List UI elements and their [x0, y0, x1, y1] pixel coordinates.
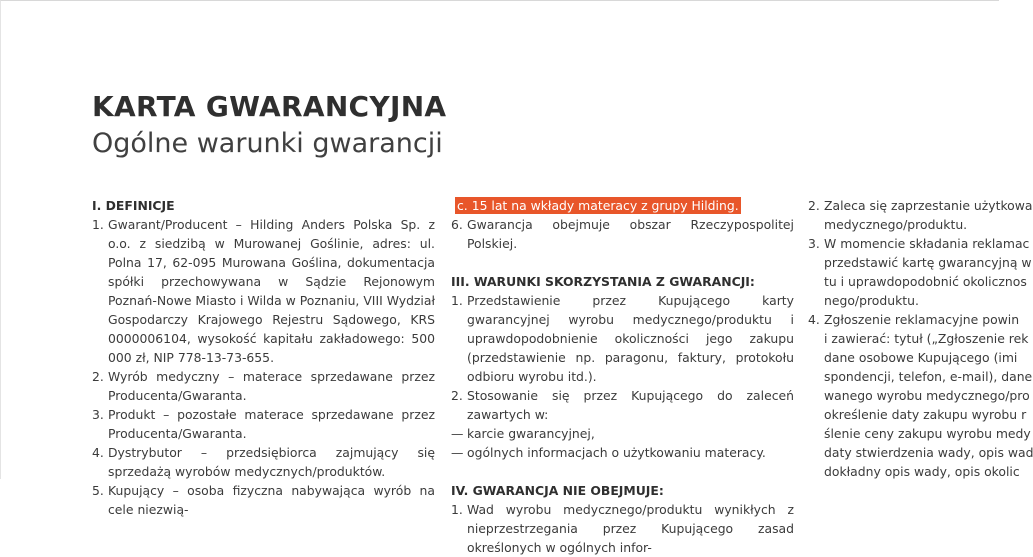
- list-item: [451, 291, 794, 386]
- item-line: daty stwierdzenia wady, opis wad: [824, 445, 1033, 460]
- column-complaints: [808, 196, 1033, 481]
- list-item: [808, 234, 1032, 310]
- item-text: karcie gwarancyjnej,: [467, 426, 595, 441]
- definitions-list: [92, 215, 435, 519]
- item-line: przedstawić kartę gwarancyjną w: [824, 255, 1032, 270]
- dash-bullet: —: [451, 445, 464, 460]
- highlight-text: c. 15 lat na wkłady materacy z grupy Hilding.: [457, 198, 739, 213]
- item-line: dane osobowe Kupującego (imi: [824, 350, 1018, 365]
- list-item: [92, 481, 435, 519]
- item-number: 5.: [92, 483, 104, 498]
- column-conditions: [451, 196, 794, 557]
- section-heading-exclusions: IV. GWARANCJA NIE OBEJMUJE:: [451, 483, 664, 498]
- section-heading-definitions: I. DEFINICJE: [92, 198, 175, 213]
- item-line: i zawierać: tytuł („Zgłoszenie rek: [824, 331, 1029, 346]
- list-item: [451, 215, 794, 253]
- document-title: KARTA GWARANCYJNA: [92, 90, 447, 123]
- list-item: [92, 215, 435, 367]
- item-text: Kupujący – osoba fizyczna nabywająca wyrób na cele niezwią-: [108, 483, 435, 517]
- item-line: nego/produktu.: [824, 293, 919, 308]
- item-line: Zgłoszenie reklamacyjne powin: [824, 312, 1020, 327]
- item-text: Gwarant/Producent – Hilding Anders Polska Sp. z o.o. z siedzibą w Murowanej Goślinie, adres: ul. Polna 17, 62-095 Murowana Goślina, dokumentacja spółki przechowywana w Sądzie Rejonowym Poznań-Nowe Miasto i Wilda w Poznaniu, VIII Wydział Gospodarczy Krajowego Rejestru Sądowego, KRS 0000006104, wysokość kapitału zakładowego: 500 000 zł, NIP 778-13-73-655.: [108, 217, 435, 365]
- exclusions-list: [451, 500, 794, 557]
- item-number: 6.: [451, 217, 463, 232]
- conditions-list: [451, 291, 794, 462]
- item-number: 1.: [451, 293, 463, 308]
- document-subtitle: Ogólne warunki gwarancji: [92, 128, 443, 159]
- scope-list: [451, 215, 794, 253]
- item-text: Dystrybutor – przedsiębiorca zajmujący się sprzedażą wyrobów medycznych/produktów.: [108, 445, 435, 479]
- item-line: medycznego/produktu.: [824, 217, 968, 232]
- item-number: 2.: [92, 369, 104, 384]
- dash-item: [451, 424, 794, 443]
- item-number: 4.: [92, 445, 104, 460]
- item-line: W momencie składania reklamac: [824, 236, 1030, 251]
- item-number: 1.: [451, 502, 463, 517]
- dash-item: [451, 443, 794, 462]
- item-number: 2.: [808, 198, 820, 213]
- item-text: Wad wyrobu medycznego/produktu wynikłych z nieprzestrzegania przez Kupującego zasad określonych w ogólnych infor-: [467, 502, 794, 555]
- list-item: [92, 443, 435, 481]
- dash-bullet: —: [451, 426, 464, 441]
- section-heading-conditions: III. WARUNKI SKORZYSTANIA Z GWARANCJI:: [451, 274, 755, 289]
- column-definitions: [92, 196, 435, 519]
- item-line: dokładny opis wady, opis okolic: [824, 464, 1020, 479]
- item-line: określenie daty zakupu wyrobu r: [824, 407, 1027, 422]
- list-item: [808, 196, 1033, 234]
- list-item: [451, 500, 794, 557]
- item-number: 1.: [92, 217, 104, 232]
- item-text: ogólnych informacjach o użytkowaniu materacy.: [467, 445, 766, 460]
- item-line: tu i uprawdopodobnić okolicznos: [824, 274, 1027, 289]
- list-item: [92, 405, 435, 443]
- item-text: Stosowanie się przez Kupującego do zaleceń zawartych w:: [467, 388, 794, 422]
- highlighted-line: [451, 196, 794, 215]
- item-text: Gwarancja obejmuje obszar Rzeczypospolitej Polskiej.: [467, 217, 794, 251]
- item-text: Produkt – pozostałe materace sprzedawane przez Producenta/Gwaranta.: [108, 407, 435, 441]
- item-number: 3.: [92, 407, 104, 422]
- item-line: wanego wyrobu medycznego/pro: [824, 388, 1030, 403]
- item-number: 4.: [808, 312, 820, 327]
- complaints-list: [808, 196, 1033, 481]
- item-line: spondencji, telefon, e-mail), dane: [824, 369, 1033, 384]
- item-line: ślenie ceny zakupu wyrobu medy: [824, 426, 1031, 441]
- item-number: 3.: [808, 236, 820, 251]
- list-item: [451, 386, 794, 424]
- list-item: [808, 310, 1033, 481]
- item-text: Przedstawienie przez Kupującego karty gwarancyjnej wyrobu medycznego/produktu i uprawdopodobnienie okoliczności jego zakupu (przedstawienie np. paragonu, faktury, protokołu odbioru wyrobu itd.).: [467, 293, 794, 384]
- item-line: Zaleca się zaprzestanie użytkowa: [824, 198, 1033, 213]
- item-number: 2.: [451, 388, 463, 403]
- list-item: [92, 367, 435, 405]
- item-text: Wyrób medyczny – materace sprzedawane przez Producenta/Gwaranta.: [108, 369, 435, 403]
